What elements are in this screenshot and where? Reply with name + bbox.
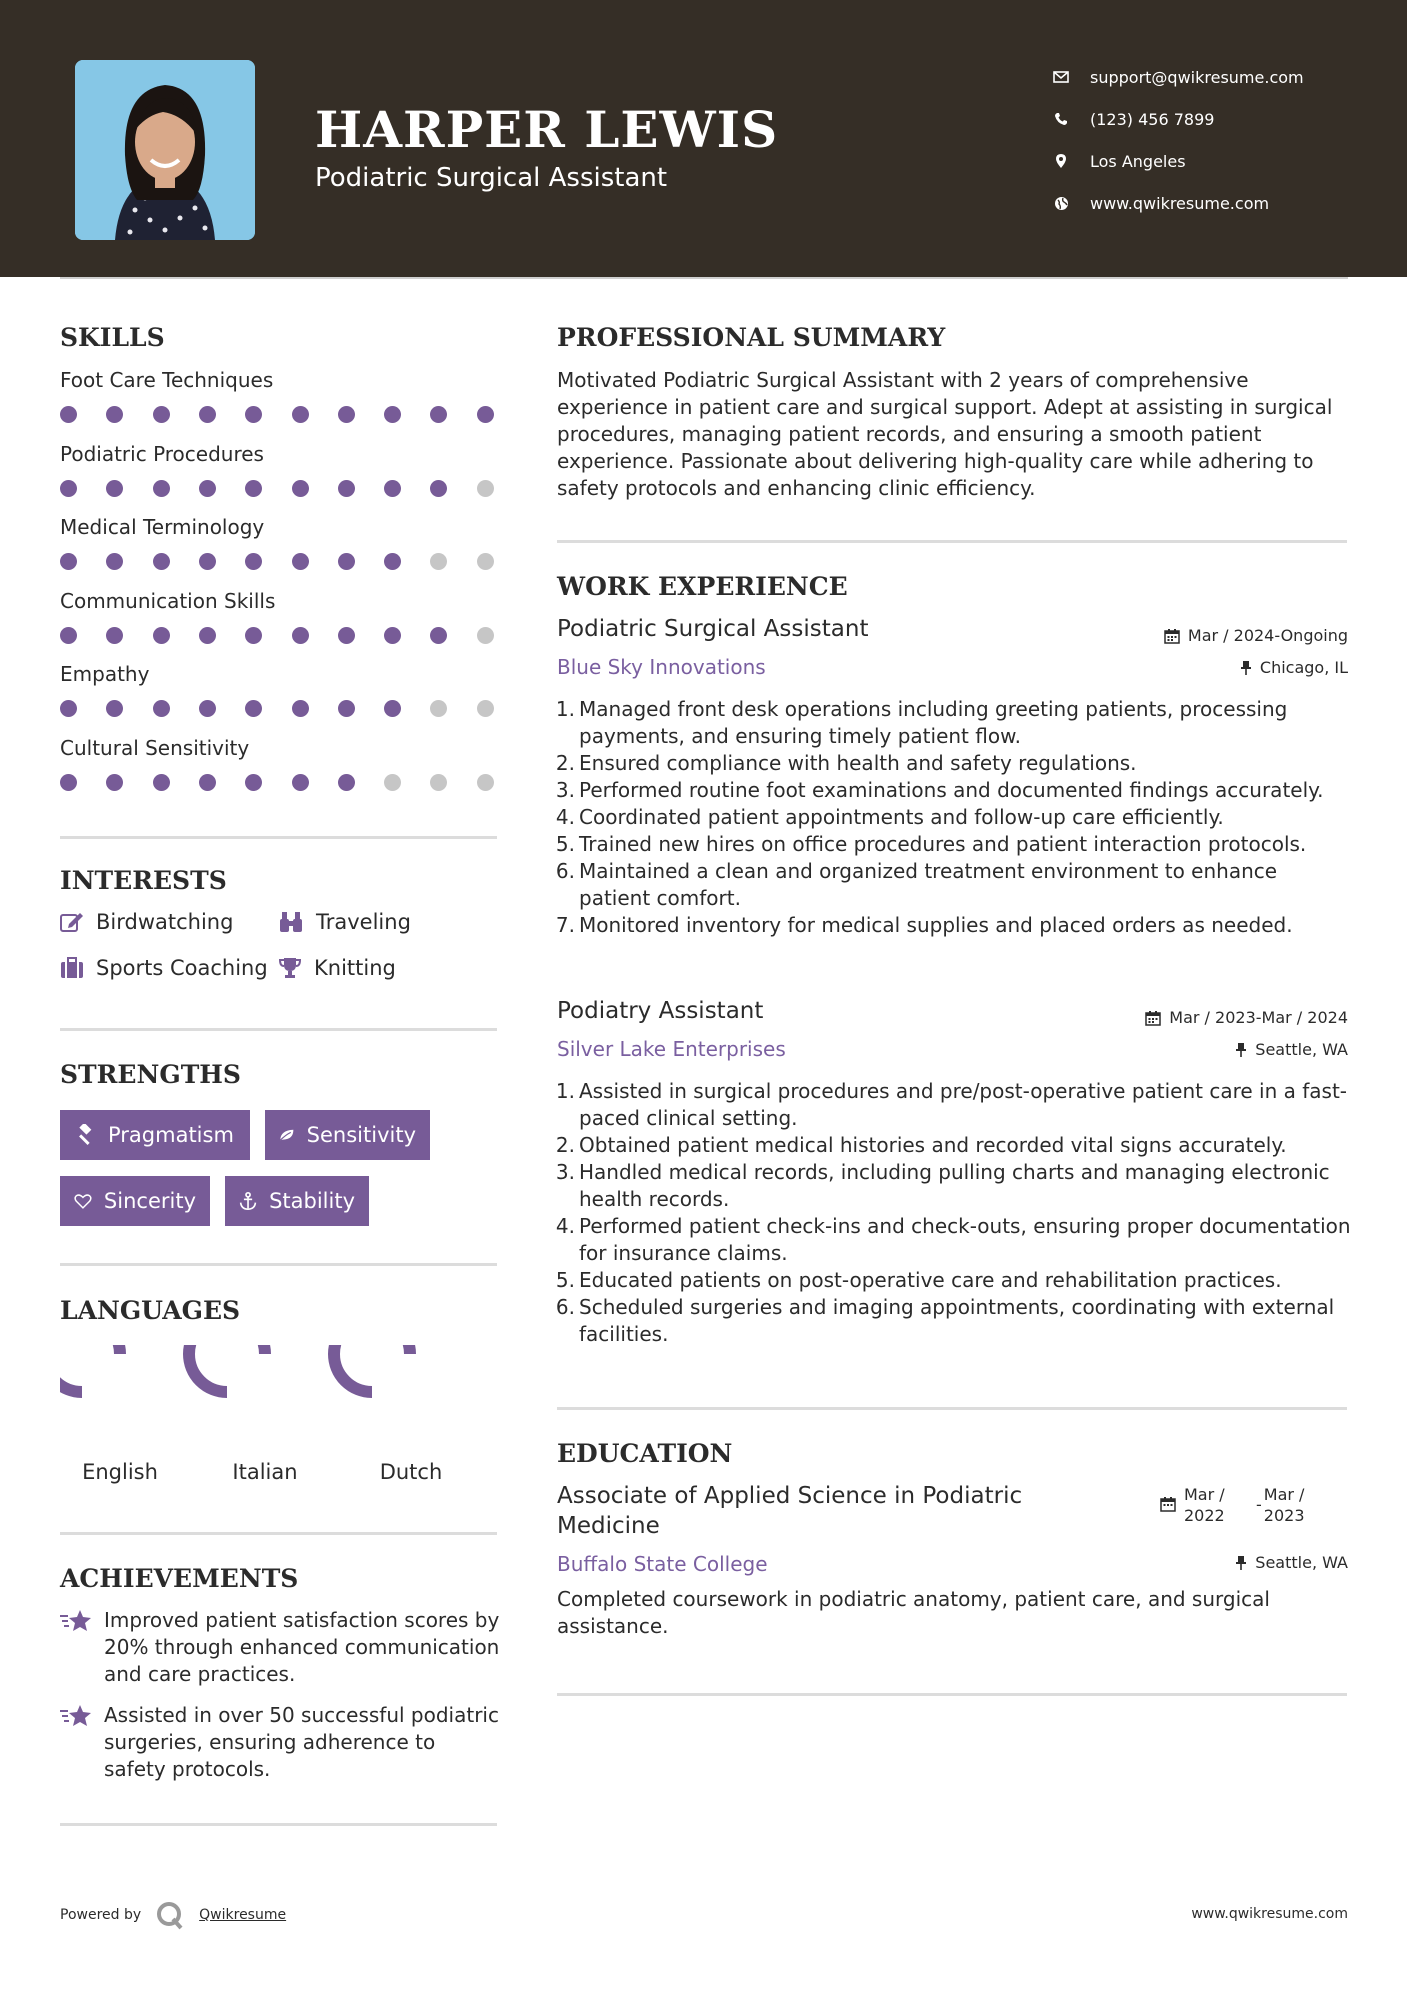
job-location <box>1240 658 1348 677</box>
language-gauge-arc <box>334 1345 410 1392</box>
calendar-icon <box>1164 628 1180 644</box>
rating-dot <box>106 553 123 570</box>
pushpin-icon <box>1240 660 1252 676</box>
duty-item: 6. Scheduled surgeries and imaging appointments, coordinating with external facilities. <box>555 1295 1335 1346</box>
rating-dot <box>153 553 170 570</box>
candidate-role: Podiatric Surgical Assistant <box>315 163 668 193</box>
interest-label: Birdwatching <box>96 910 234 934</box>
duty-item: 7. Monitored inventory for medical supplies and placed orders as needed. <box>555 913 1293 937</box>
rating-dot <box>292 700 309 717</box>
contact-phone-text: (123) 456 7899 <box>1090 109 1215 129</box>
footer-powered-by <box>60 1900 286 1930</box>
rating-dot <box>338 480 355 497</box>
rating-dot <box>338 406 355 423</box>
duty-item: 6. Maintained a clean and organized treatment environment to enhance patient comfort. <box>555 859 1278 910</box>
duty-item: 4. Performed patient check-ins and check-outs, ensuring proper documentation for insurance claims. <box>555 1214 1351 1265</box>
achievement-item <box>60 1702 500 1783</box>
rating-dot <box>477 480 494 497</box>
skill-rating <box>60 625 500 645</box>
skill-label: Communication Skills <box>60 588 276 613</box>
rating-dot <box>477 700 494 717</box>
rating-dot <box>199 627 216 644</box>
section-divider <box>557 1407 1347 1410</box>
globe-icon <box>1050 194 1072 212</box>
skill-rating <box>60 551 500 571</box>
strength-label: Pragmatism <box>108 1123 234 1147</box>
job-duties <box>551 1078 1351 1348</box>
rating-dot <box>60 480 77 497</box>
anchor-icon <box>239 1190 257 1212</box>
section-divider <box>557 540 1347 543</box>
duty-item: 1. Assisted in surgical procedures and pre/post-operative patient care in a fast-paced clinical setting. <box>555 1079 1348 1130</box>
education-description: Completed coursework in podiatric anatomy, patient care, and surgical assistance. <box>557 1587 1270 1638</box>
job-location <box>1235 1040 1348 1059</box>
profile-photo <box>75 60 255 240</box>
rating-dot <box>292 627 309 644</box>
strength-tag <box>60 1110 250 1160</box>
footer-website[interactable]: www.qwikresume.com <box>1191 1906 1348 1922</box>
section-divider <box>60 1263 497 1266</box>
summary-text: Motivated Podiatric Surgical Assistant with 2 years of comprehensive experience in patient care and surgical support. Adept at assisting in surgical procedures, managing patient records, and ensuring a smooth patient experience. Passionate about delivering high-quality care while adhering to safety protocols and enhancing clinic efficiency. <box>557 368 1333 500</box>
company-name: Blue Sky Innovations <box>557 655 766 679</box>
rating-dot <box>153 480 170 497</box>
contact-location-text: Los Angeles <box>1090 151 1186 171</box>
calendar-icon <box>1145 1010 1161 1026</box>
interests-heading: INTERESTS <box>60 866 227 895</box>
achievement-text: Improved patient satisfaction scores by 20% through enhanced communication and care practices. <box>104 1608 500 1686</box>
company-name: Silver Lake Enterprises <box>557 1037 786 1061</box>
rating-dot <box>106 480 123 497</box>
duty-item: 5. Educated patients on post-operative care and rehabilitation practices. <box>555 1268 1282 1292</box>
section-divider <box>557 1693 1347 1696</box>
school-name: Buffalo State College <box>557 1552 768 1576</box>
star-icon <box>60 1702 104 1783</box>
rating-dot <box>245 553 262 570</box>
rating-dot <box>106 627 123 644</box>
rating-dot <box>199 553 216 570</box>
strength-tag <box>265 1110 430 1160</box>
rating-dot <box>199 700 216 717</box>
strength-label: Sincerity <box>103 1189 196 1213</box>
rating-dot <box>292 406 309 423</box>
contact-location <box>1050 140 1370 182</box>
rating-dot <box>199 480 216 497</box>
section-divider <box>60 1028 497 1031</box>
pencil-icon <box>60 911 84 933</box>
contact-email-text: support@qwikresume.com <box>1090 67 1304 87</box>
rating-dot <box>292 480 309 497</box>
language-gauge-arc <box>189 1345 265 1392</box>
rating-dot <box>106 700 123 717</box>
job-dates <box>1145 1008 1348 1027</box>
rating-dot <box>477 774 494 791</box>
education-location <box>1235 1553 1348 1572</box>
strength-label: Sensitivity <box>306 1123 416 1147</box>
rating-dot <box>384 700 401 717</box>
strengths-heading: STRENGTHS <box>60 1060 241 1089</box>
interest-item <box>278 910 411 934</box>
education-dates: Mar / 2022 - Mar / 2023 <box>1160 1484 1305 1526</box>
heart-icon <box>74 1191 92 1212</box>
job-location-text: Seattle, WA <box>1255 1040 1348 1059</box>
interest-label: Knitting <box>314 956 396 980</box>
section-divider <box>60 836 497 839</box>
binoculars-icon <box>278 911 304 933</box>
rating-dot <box>430 406 447 423</box>
skill-rating <box>60 478 500 498</box>
section-divider <box>60 1532 497 1535</box>
pushpin-icon <box>1235 1555 1247 1571</box>
rating-dot <box>245 627 262 644</box>
language-gauges <box>60 1345 480 1445</box>
rating-dot <box>384 553 401 570</box>
strength-tag <box>60 1176 210 1226</box>
education-end-date: Mar / 2023 <box>1263 1485 1305 1525</box>
rating-dot <box>245 406 262 423</box>
achievement-item <box>60 1607 500 1688</box>
rating-dot <box>338 774 355 791</box>
achievement-text: Assisted in over 50 successful podiatric surgeries, ensuring adherence to safety protocols. <box>104 1703 499 1781</box>
rating-dot <box>153 700 170 717</box>
contact-email[interactable] <box>1050 56 1370 98</box>
duty-item: 4. Coordinated patient appointments and follow-up care efficiently. <box>555 805 1224 829</box>
rating-dot <box>477 553 494 570</box>
language-label: English <box>82 1460 158 1484</box>
duty-item: 1. Managed front desk operations including greeting patients, processing payments, and ensuring timely patient flow. <box>555 697 1288 748</box>
job-title: Podiatric Surgical Assistant <box>557 616 869 642</box>
skill-rating <box>60 404 500 424</box>
job-dates <box>1164 626 1348 645</box>
interest-label: Sports Coaching <box>96 956 268 980</box>
briefcase-icon <box>60 957 84 979</box>
job-title: Podiatry Assistant <box>557 998 764 1024</box>
gavel-icon <box>74 1124 96 1146</box>
language-gauge-arc <box>60 1345 120 1392</box>
section-divider <box>60 1823 497 1826</box>
rating-dot <box>477 627 494 644</box>
education-heading: EDUCATION <box>557 1439 733 1468</box>
phone-icon <box>1050 110 1072 128</box>
language-label: Italian <box>232 1460 298 1484</box>
skill-rating <box>60 772 500 792</box>
education-location-text: Seattle, WA <box>1255 1553 1348 1572</box>
interest-item <box>278 956 396 980</box>
duty-item: 3. Performed routine foot examinations and documented findings accurately. <box>555 778 1324 802</box>
qwikresume-logo-icon <box>155 1900 185 1930</box>
leaf-icon <box>279 1125 295 1145</box>
rating-dot <box>430 480 447 497</box>
strength-label: Stability <box>269 1189 355 1213</box>
rating-dot <box>292 553 309 570</box>
rating-dot <box>477 406 494 423</box>
job-duties <box>551 696 1351 939</box>
job-dates-text: Mar / 2024-Ongoing <box>1187 626 1348 645</box>
skill-rating <box>60 698 500 718</box>
duty-item: 2. Ensured compliance with health and safety regulations. <box>555 751 1137 775</box>
envelope-icon <box>1050 68 1072 86</box>
rating-dot <box>60 774 77 791</box>
rating-dot <box>60 700 77 717</box>
rating-dot <box>384 627 401 644</box>
rating-dot <box>153 627 170 644</box>
rating-dot <box>430 700 447 717</box>
skill-label: Podiatric Procedures <box>60 441 264 466</box>
interest-item <box>60 910 233 934</box>
rating-dot <box>384 774 401 791</box>
interest-label: Traveling <box>316 910 411 934</box>
rating-dot <box>245 700 262 717</box>
degree-title-cont: Medicine <box>557 1513 660 1539</box>
map-pin-icon <box>1050 152 1072 170</box>
contact-website[interactable] <box>1050 182 1370 224</box>
degree-title: Associate of Applied Science in Podiatric <box>557 1483 1023 1509</box>
skill-label: Empathy <box>60 662 150 686</box>
brand-link[interactable]: Qwikresume <box>199 1907 287 1923</box>
strength-tag <box>225 1176 369 1226</box>
contact-block <box>1050 56 1370 224</box>
language-label: Dutch <box>379 1460 443 1484</box>
rating-dot <box>430 553 447 570</box>
rating-dot <box>60 553 77 570</box>
interest-item <box>60 956 268 980</box>
job-location-text: Chicago, IL <box>1259 658 1348 677</box>
trophy-icon <box>278 957 302 979</box>
header-divider <box>60 277 1348 279</box>
rating-dot <box>245 774 262 791</box>
powered-by-text: Powered by <box>60 1907 142 1923</box>
rating-dot <box>384 480 401 497</box>
achievements-heading: ACHIEVEMENTS <box>60 1564 299 1593</box>
rating-dot <box>338 700 355 717</box>
skill-label: Foot Care Techniques <box>60 368 274 392</box>
rating-dot <box>106 774 123 791</box>
rating-dot <box>153 774 170 791</box>
education-start-date: Mar / 2022 <box>1184 1485 1225 1525</box>
pushpin-icon <box>1235 1042 1247 1058</box>
rating-dot <box>384 406 401 423</box>
rating-dot <box>245 480 262 497</box>
rating-dot <box>292 774 309 791</box>
star-icon <box>60 1607 104 1688</box>
rating-dot <box>153 406 170 423</box>
rating-dot <box>60 627 77 644</box>
duty-item: 5. Trained new hires on office procedures and patient interaction protocols. <box>555 832 1307 856</box>
calendar-icon <box>1160 1496 1176 1512</box>
rating-dot <box>430 774 447 791</box>
rating-dot <box>106 406 123 423</box>
rating-dot <box>430 627 447 644</box>
rating-dot <box>338 627 355 644</box>
contact-phone[interactable] <box>1050 98 1370 140</box>
skill-label: Cultural Sensitivity <box>60 735 250 760</box>
duty-item: 3. Handled medical records, including pulling charts and managing electronic health records. <box>555 1160 1330 1211</box>
languages-heading: LANGUAGES <box>60 1296 241 1325</box>
duty-item: 2. Obtained patient medical histories and recorded vital signs accurately. <box>555 1133 1287 1157</box>
rating-dot <box>199 406 216 423</box>
summary-heading: PROFESSIONAL SUMMARY <box>557 323 946 352</box>
candidate-name: HARPER LEWIS <box>315 100 779 159</box>
rating-dot <box>338 553 355 570</box>
rating-dot <box>60 406 77 423</box>
contact-website-text: www.qwikresume.com <box>1090 193 1270 213</box>
rating-dot <box>199 774 216 791</box>
skills-heading: SKILLS <box>60 323 165 352</box>
skill-label: Medical Terminology <box>60 515 265 539</box>
experience-heading: WORK EXPERIENCE <box>557 572 848 601</box>
job-dates-text: Mar / 2023-Mar / 2024 <box>1169 1008 1348 1027</box>
